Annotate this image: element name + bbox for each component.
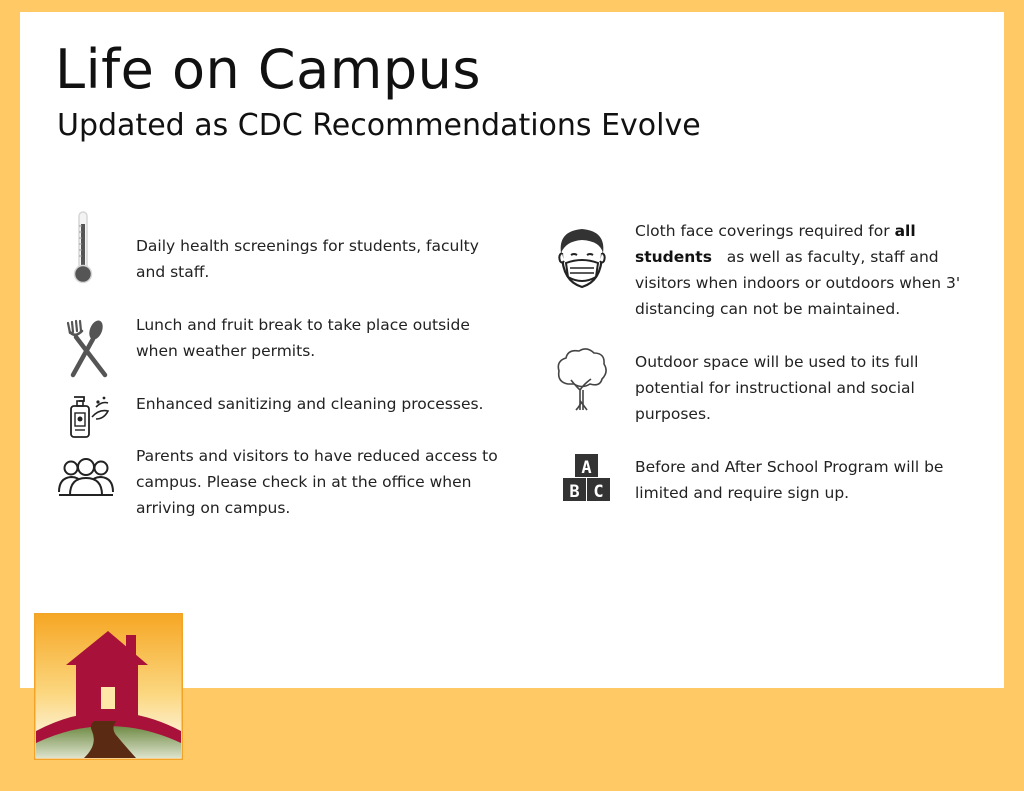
thermometer-icon (70, 210, 96, 286)
tree-icon (554, 346, 610, 412)
block-letter-a: A (581, 458, 592, 478)
face-mask-icon (552, 223, 612, 293)
item-text: Outdoor space will be used to its full potential for instructional and social purposes. (635, 353, 919, 423)
item-text: Before and After School Program will be limited and require sign up. (635, 458, 944, 502)
page-subtitle: Updated as CDC Recommendations Evolve (57, 108, 701, 143)
fork-spoon-icon (63, 318, 109, 380)
item-text (635, 218, 980, 322)
abc-blocks-icon (562, 452, 612, 502)
people-group-icon (57, 456, 115, 498)
page-title: Life on Campus (55, 38, 481, 101)
item-text: Enhanced sanitizing and cleaning processes. (136, 395, 484, 413)
item-text: Lunch and fruit break to take place outside when weather permits. (136, 316, 470, 360)
house-logo-icon (34, 613, 183, 760)
item-text: Parents and visitors to have reduced access to campus. Please check in at the office when arriving on campus. (136, 447, 498, 517)
block-letter-c: C (593, 482, 604, 502)
item-text: Daily health screenings for students, faculty and staff. (136, 237, 479, 281)
text-emphasis: all students (635, 222, 916, 266)
text-before: Cloth face coverings required for (635, 222, 895, 240)
block-letter-b: B (569, 482, 580, 502)
text-after: as well as faculty, staff and visitors when indoors or outdoors when 3' distancing can not be maintained. (635, 248, 966, 318)
sanitizer-icon (66, 393, 112, 439)
